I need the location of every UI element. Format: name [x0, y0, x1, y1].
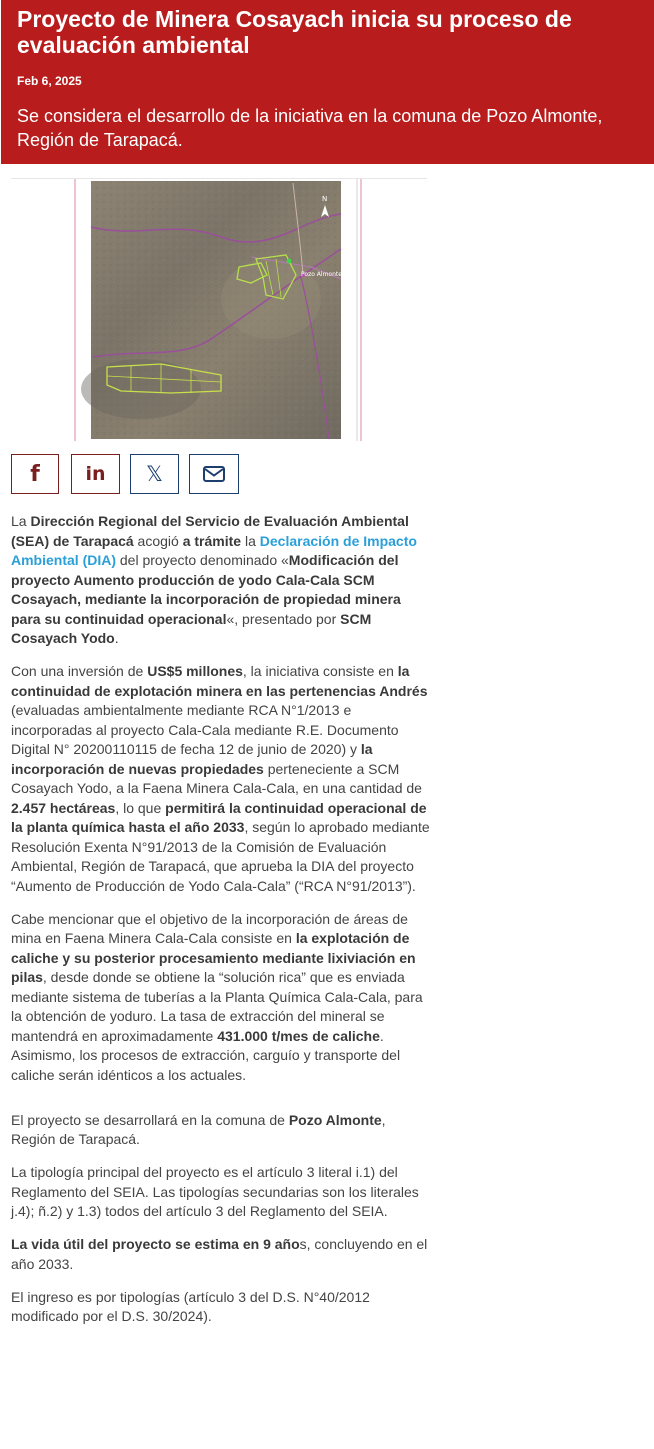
paragraph-intro [11, 512, 431, 649]
text: , la iniciativa consiste en [242, 663, 398, 679]
text: La [11, 513, 31, 529]
bold-text: 2.457 hectáreas [11, 799, 116, 816]
article-body [11, 512, 431, 1340]
text: , según lo aprobado mediante Resolución Exenta N°91/2013 de la Comisión de Evaluación Ambiental, Región de Tarapacá, que aprueba la DIA del proyecto “Aumento de Producción de Yodo Cala-Cala” (“RCA N°91/2013”). [11, 819, 430, 894]
paragraph-investment [11, 662, 431, 896]
bold-text: la incorporación de nuevas propiedades [11, 741, 373, 777]
bold-text: a trámite [182, 532, 242, 549]
text: , lo que [115, 799, 166, 816]
facebook-icon: f [30, 461, 40, 487]
bold-text: permitirá la continuidad operacional de la planta química hasta el año 2033 [11, 799, 427, 835]
text: la [241, 532, 260, 549]
project-map-image [11, 178, 427, 441]
text: perteneciente a SCM Cosayach Yodo, a la Faena Minera Cala-Cala, en una cantidad de [11, 760, 422, 796]
text: «, presentado por [226, 610, 341, 627]
text: El proyecto se desarrollará en la comuna de [11, 1111, 289, 1128]
bold-text: Pozo Almonte [288, 1111, 382, 1128]
text: acogió [133, 532, 183, 549]
text: . Asimismo, los procesos de extracción, carguío y transporte del caliche serán idénticos a los actuales. [11, 1027, 401, 1083]
paragraph-location [11, 1111, 431, 1150]
paragraph-typology: La tipología principal del proyecto es el artículo 3 literal i.1) del Reglamento del SEIA. Las tipologías secundarias son los literales j.4); ñ.2) y 1.3) todos del artículo 3 del Reglamento del SEIA. [11, 1164, 419, 1219]
text: . [114, 630, 119, 646]
article-title: Proyecto de Minera Cosayach inicia su proceso de evaluación ambiental [17, 6, 572, 58]
map-place-label: Pozo Almonte [301, 271, 342, 278]
x-icon: 𝕏 [146, 462, 163, 486]
spacer [11, 1099, 431, 1111]
publish-date: Feb 6, 2025 [17, 74, 82, 88]
paragraph-lifespan [11, 1235, 431, 1274]
article-subtitle: Se considera el desarrollo de la iniciativa en la comuna de Pozo Almonte, Región de Tarapacá. [17, 106, 603, 150]
text: , desde donde se obtiene la “solución rica” que es enviada mediante sistema de tuberías a la Planta Química Cala-Cala, para la obtención de yoduro. La tasa de extracción del mineral se mantendrá en aproximadamente [11, 969, 423, 1044]
satellite-map [11, 179, 427, 441]
text: Con una inversión de [11, 663, 148, 679]
share-linkedin-button[interactable] [71, 454, 120, 494]
bold-text: La vida útil del proyecto se estima en 9 año [11, 1236, 300, 1252]
text: Cabe mencionar que el objetivo de la incorporación de áreas de mina en Faena Minera Cala-Cala consiste en [11, 910, 408, 946]
share-x-button[interactable] [130, 454, 179, 494]
bold-text: Modificación del proyecto Aumento producción de yodo Cala-Cala SCM Cosayach, mediante la incorporación de propiedad minera para su continuidad operacional [11, 552, 401, 627]
bold-text: la explotación de caliche y su posterior procesamiento mediante lixiviación en pilas [11, 930, 416, 985]
text: (evaluadas ambientalmente mediante RCA N°1/2013 e incorporadas al proyecto Cala-Cala mediante R.E. Documento Digital N° 20200110115 de fecha 12 de junio de 2020) y [11, 702, 399, 757]
paragraph-objective [11, 910, 431, 1086]
bold-text: US$5 millones [147, 663, 243, 679]
article-header [1, 0, 654, 164]
map-north-label: N [322, 195, 328, 203]
linkedin-icon: in [85, 463, 106, 485]
text: , Región de Tarapacá. [11, 1111, 386, 1147]
share-email-button[interactable] [189, 454, 239, 494]
bold-text: 431.000 t/mes de caliche [217, 1027, 380, 1044]
text: del proyecto denominado « [116, 552, 289, 568]
bold-text: la continuidad de explotación minera en las pertenencias Andrés [11, 663, 428, 699]
dia-link[interactable]: Declaración de Impacto Ambiental (DIA) [11, 532, 417, 568]
paragraph-entry: El ingreso es por tipologías (artículo 3 del D.S. N°40/2012 modificado por el D.S. 30/2024). [11, 1288, 370, 1324]
bold-text: Dirección Regional del Servicio de Evaluación Ambiental (SEA) de Tarapacá [11, 513, 409, 549]
envelope-icon [203, 466, 225, 482]
bold-text: SCM Cosayach Yodo [11, 610, 372, 646]
text: s, concluyendo en el año 2033. [11, 1236, 428, 1272]
share-facebook-button[interactable] [11, 454, 59, 494]
